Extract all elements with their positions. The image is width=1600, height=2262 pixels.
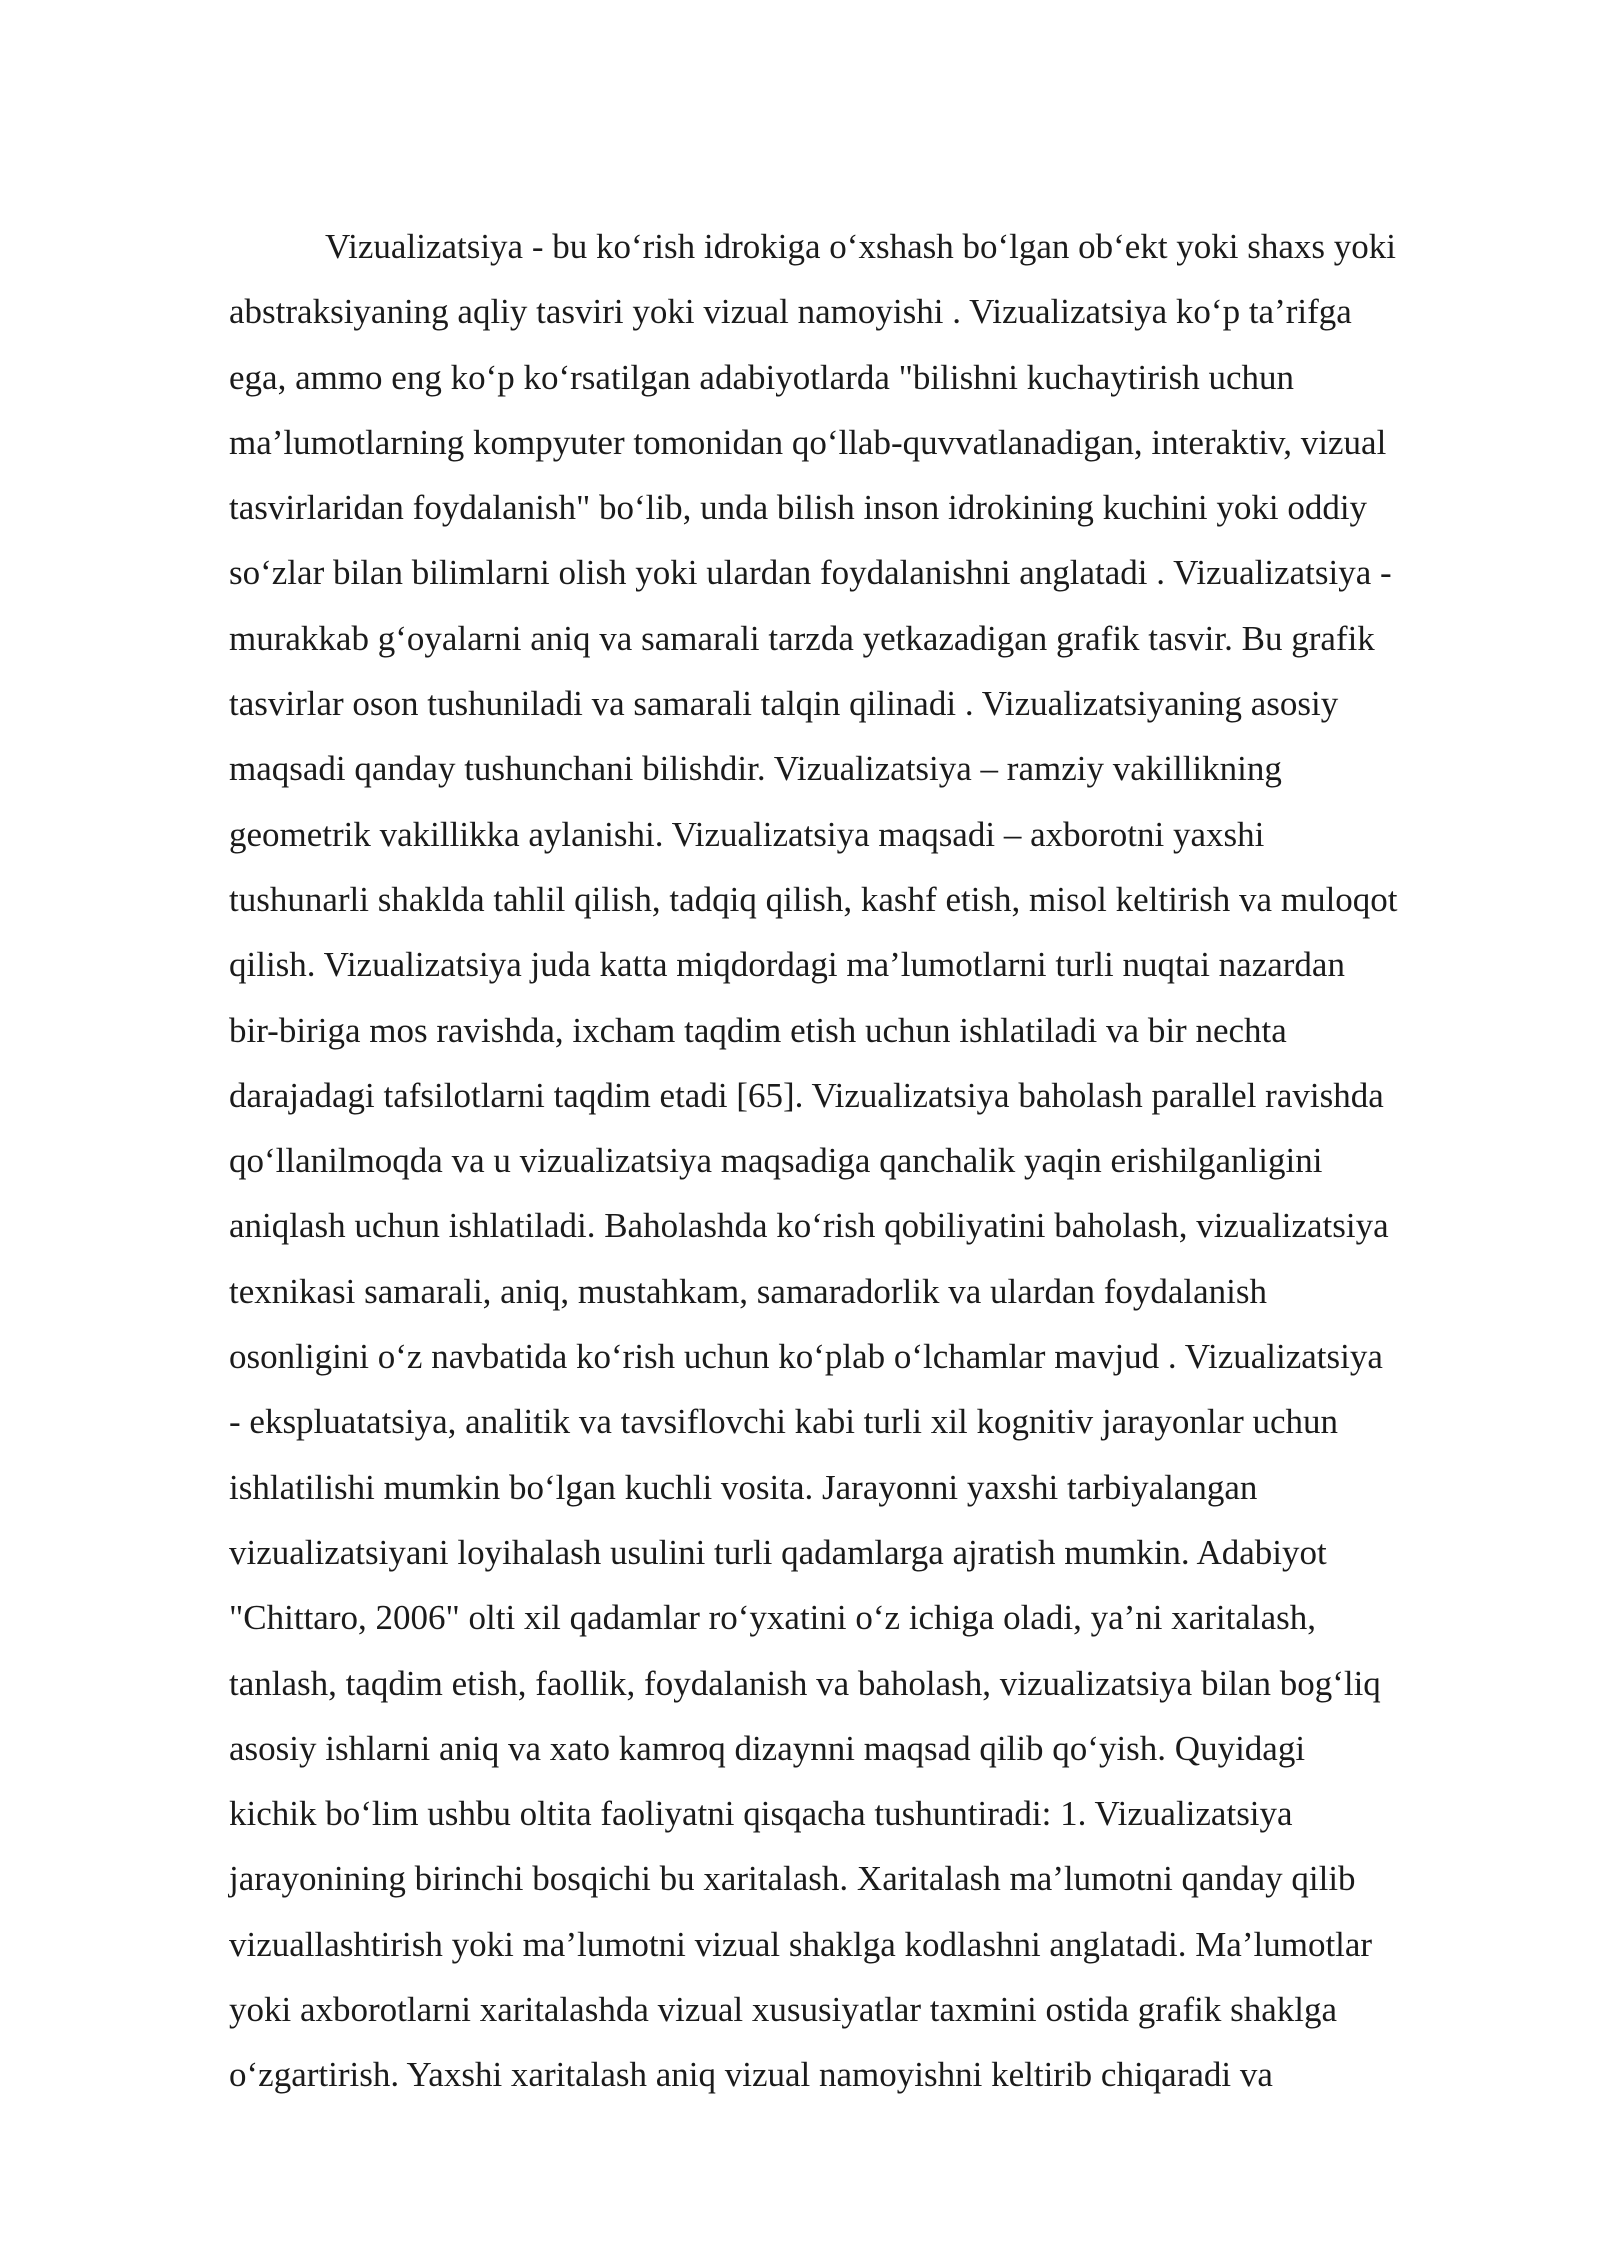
paragraph-line: tanlash, taqdim etish, faollik, foydalanish va baholash, vizualizatsiya bilan bog‘liq [229, 1663, 1381, 1703]
paragraph-line: ma’lumotlarning kompyuter tomonidan qo‘llab-quvvatlanadigan, interaktiv, vizual [229, 422, 1387, 462]
paragraph-line: Vizualizatsiya - bu ko‘rish idrokiga o‘xshash bo‘lgan ob‘ekt yoki shaxs yoki [325, 227, 1397, 266]
paragraph-line: qo‘llanilmoqda va u vizualizatsiya maqsadiga qanchalik yaqin erishilganligini [229, 1141, 1323, 1181]
paragraph-line: qilish. Vizualizatsiya juda katta miqdordagi ma’lumotlarni turli nuqtai nazardan [229, 945, 1345, 985]
body-paragraph [229, 214, 1499, 2108]
paragraph-line: osonligini o‘z navbatida ko‘rish uchun ko‘plab o‘lchamlar mavjud . Vizualizatsiya [229, 1337, 1383, 1377]
paragraph-line: ishlatilishi mumkin bo‘lgan kuchli vosita. Jarayonni yaxshi tarbiyalangan [229, 1467, 1258, 1507]
paragraph-line: aniqlash uchun ishlatiladi. Baholashda ko‘rish qobiliyatini baholash, vizualizatsiya [229, 1206, 1389, 1246]
paragraph-line: darajadagi tafsilotlarni taqdim etadi [65]. Vizualizatsiya baholash parallel ravishda [229, 1075, 1384, 1115]
paragraph-line: tasvirlaridan foydalanish" bo‘lib, unda bilish inson idrokining kuchini yoki oddiy [229, 488, 1368, 528]
paragraph-line: tasvirlar oson tushuniladi va samarali talqin qilinadi . Vizualizatsiyaning asosiy [229, 684, 1339, 724]
paragraph-line: jarayonining birinchi bosqichi bu xaritalash. Xaritalash ma’lumotni qanday qilib [229, 1859, 1356, 1899]
paragraph-line: murakkab g‘oyalarni aniq va samarali tarzda yetkazadigan grafik tasvir. Bu grafik [229, 618, 1375, 658]
paragraph-line: so‘zlar bilan bilimlarni olish yoki ulardan foydalanishni anglatadi . Vizualizatsiya - [229, 553, 1392, 593]
paragraph-line: maqsadi qanday tushunchani bilishdir. Vizualizatsiya – ramziy vakillikning [229, 749, 1282, 789]
paragraph-line: yoki axborotlarni xaritalashda vizual xususiyatlar taxmini ostida grafik shaklga [229, 1990, 1338, 2030]
paragraph-line: - ekspluatatsiya, analitik va tavsiflovchi kabi turli xil kognitiv jarayonlar uchun [229, 1402, 1339, 1442]
paragraph-line: vizuallashtirish yoki ma’lumotni vizual shaklga kodlashni anglatadi. Ma’lumotlar [229, 1924, 1373, 1964]
paragraph-line: texnikasi samarali, aniq, mustahkam, samaradorlik va ulardan foydalanish [229, 1271, 1268, 1311]
paragraph-line: abstraksiyaning aqliy tasviri yoki vizual namoyishi . Vizualizatsiya ko‘p ta’rifga [229, 292, 1352, 332]
paragraph-line: geometrik vakillikka aylanishi. Vizualizatsiya maqsadi – axborotni yaxshi [229, 814, 1265, 854]
paragraph-line: ega, ammo eng ko‘p ko‘rsatilgan adabiyotlarda "bilishni kuchaytirish uchun [229, 357, 1294, 397]
paragraph-line: kichik bo‘lim ushbu oltita faoliyatni qisqacha tushuntiradi: 1. Vizualizatsiya [229, 1794, 1293, 1834]
paragraph-line: "Chittaro, 2006" olti xil qadamlar ro‘yxatini o‘z ichiga oladi, ya’ni xaritalash, [229, 1598, 1317, 1638]
paragraph-line: o‘zgartirish. Yaxshi xaritalash aniq vizual namoyishni keltirib chiqaradi va [229, 2055, 1273, 2095]
paragraph-line: vizualizatsiyani loyihalash usulini turli qadamlarga ajratish mumkin. Adabiyot [229, 1532, 1327, 1572]
paragraph-line: bir-biriga mos ravishda, ixcham taqdim etish uchun ishlatiladi va bir nechta [229, 1010, 1287, 1050]
paragraph-line: tushunarli shaklda tahlil qilish, tadqiq qilish, kashf etish, misol keltirish va muloqot [229, 879, 1398, 919]
paragraph-line: asosiy ishlarni aniq va xato kamroq dizaynni maqsad qilib qo‘yish. Quyidagi [229, 1728, 1306, 1768]
